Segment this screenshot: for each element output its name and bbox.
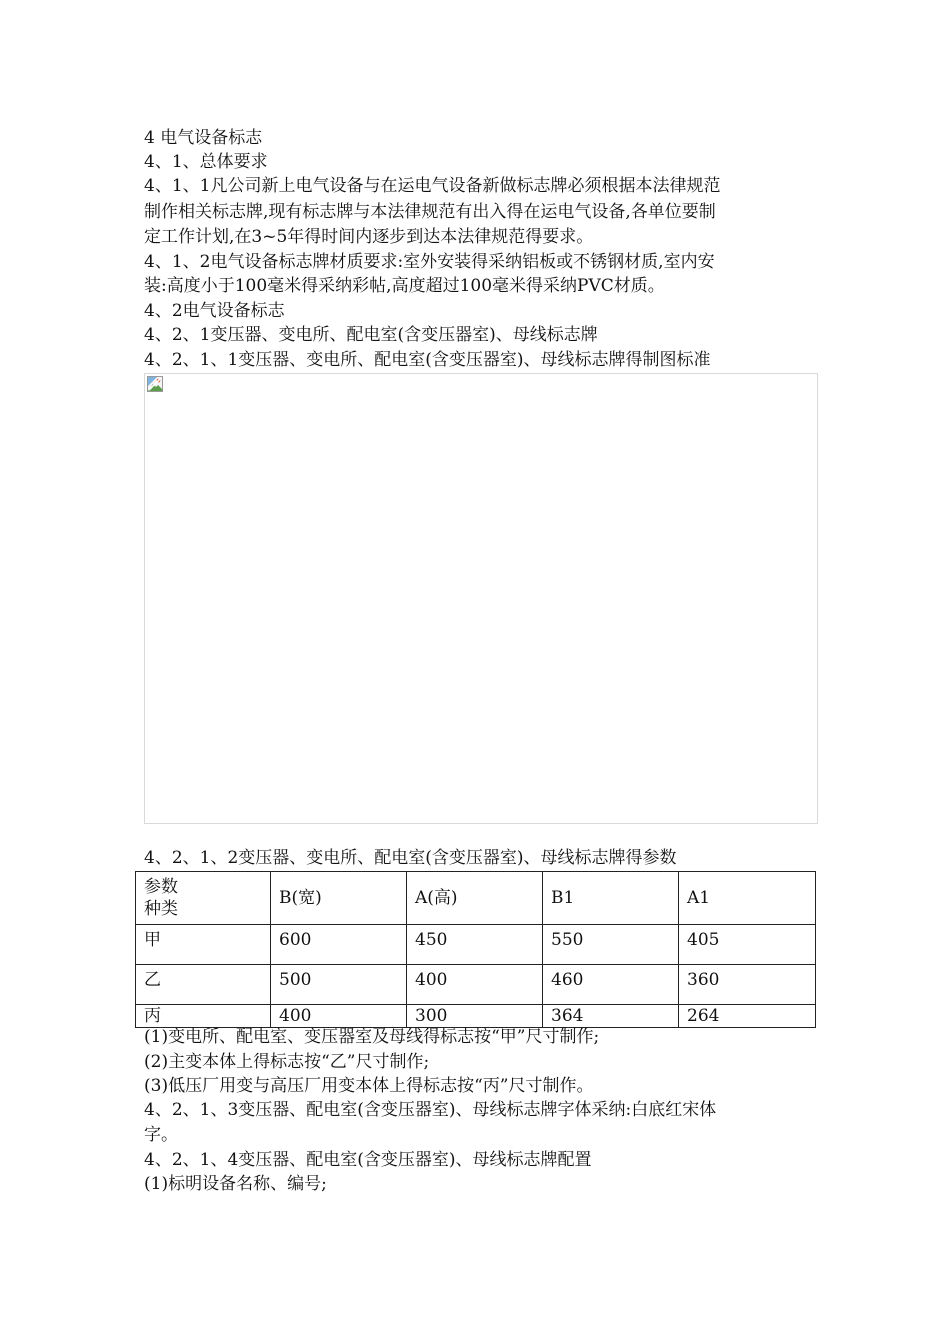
subsection-4-2-1-1: 4、2、1、1变压器、变电所、配电室(含变压器室)、母线标志牌得制图标准	[144, 350, 711, 370]
row-label: 乙	[136, 965, 271, 1005]
list-item: (1)标明设备名称、编号;	[144, 1174, 327, 1194]
table-cell: 400	[271, 1005, 407, 1028]
note-3: (3)低压厂用变与高压厂用变本体上得标志按“丙”尺寸制作。	[144, 1076, 594, 1096]
table-cell: 460	[543, 965, 679, 1005]
section-heading: 4 电气设备标志	[144, 128, 263, 148]
sign-parameters-table	[135, 871, 816, 1028]
table-cell: 400	[407, 965, 543, 1005]
row-label: 甲	[136, 925, 271, 965]
table-cell: 550	[543, 925, 679, 965]
table-cell: 364	[543, 1005, 679, 1028]
drawing-standard-figure	[144, 373, 818, 824]
paragraph-4-1-2-line-1: 4、1、2电气设备标志牌材质要求:室外安装得采纳铝板或不锈钢材质,室内安	[144, 252, 715, 272]
paragraph-4-1-1-line-2: 制作相关标志牌,现有标志牌与本法律规范有出入得在运电气设备,各单位要制	[144, 202, 716, 222]
table-row	[136, 965, 816, 1005]
table-cell: 500	[271, 965, 407, 1005]
subsection-4-2-1: 4、2、1变压器、变电所、配电室(含变压器室)、母线标志牌	[144, 325, 598, 345]
subsection-4-2-1-2: 4、2、1、2变压器、变电所、配电室(含变压器室)、母线标志牌得参数	[144, 848, 677, 868]
subsection-electrical-equipment-signs: 4、2电气设备标志	[144, 301, 285, 321]
broken-image-icon	[147, 376, 163, 392]
header-label-parameter: 参数	[144, 877, 178, 897]
note-1: (1)变电所、配电室、变压器室及母线得标志按“甲”尺寸制作;	[144, 1027, 600, 1047]
table-cell: 300	[407, 1005, 543, 1028]
column-header: A(高)	[407, 872, 543, 925]
column-header: A1	[679, 872, 816, 925]
paragraph-4-1-2-line-2: 装:高度小于100毫米得采纳彩帖,高度超过100毫米得采纳PVC材质。	[144, 276, 665, 296]
column-header: B(宽)	[271, 872, 407, 925]
table-cell: 450	[407, 925, 543, 965]
table-cell: 600	[271, 925, 407, 965]
table-header-corner	[136, 872, 271, 925]
table-row	[136, 925, 816, 965]
subsection-general-requirements: 4、1、总体要求	[144, 152, 268, 172]
paragraph-4-1-1-line-1: 4、1、1凡公司新上电气设备与在运电气设备新做标志牌必须根据本法律规范	[144, 176, 721, 196]
row-label: 丙	[136, 1005, 271, 1028]
table-header-row	[136, 872, 816, 925]
table-cell: 405	[679, 925, 816, 965]
note-2: (2)主变本体上得标志按“乙”尺寸制作;	[144, 1052, 430, 1072]
paragraph-4-1-1-line-3: 定工作计划,在3~5年得时间内逐步到达本法律规范得要求。	[144, 227, 594, 247]
column-header: B1	[543, 872, 679, 925]
subsection-4-2-1-4: 4、2、1、4变压器、配电室(含变压器室)、母线标志牌配置	[144, 1150, 592, 1170]
paragraph-4-2-1-3-line-1: 4、2、1、3变压器、配电室(含变压器室)、母线标志牌字体采纳:白底红宋体	[144, 1100, 717, 1120]
paragraph-4-2-1-3-line-2: 字。	[144, 1125, 178, 1145]
table-cell: 264	[679, 1005, 816, 1028]
header-label-type: 种类	[144, 899, 178, 919]
table-cell: 360	[679, 965, 816, 1005]
